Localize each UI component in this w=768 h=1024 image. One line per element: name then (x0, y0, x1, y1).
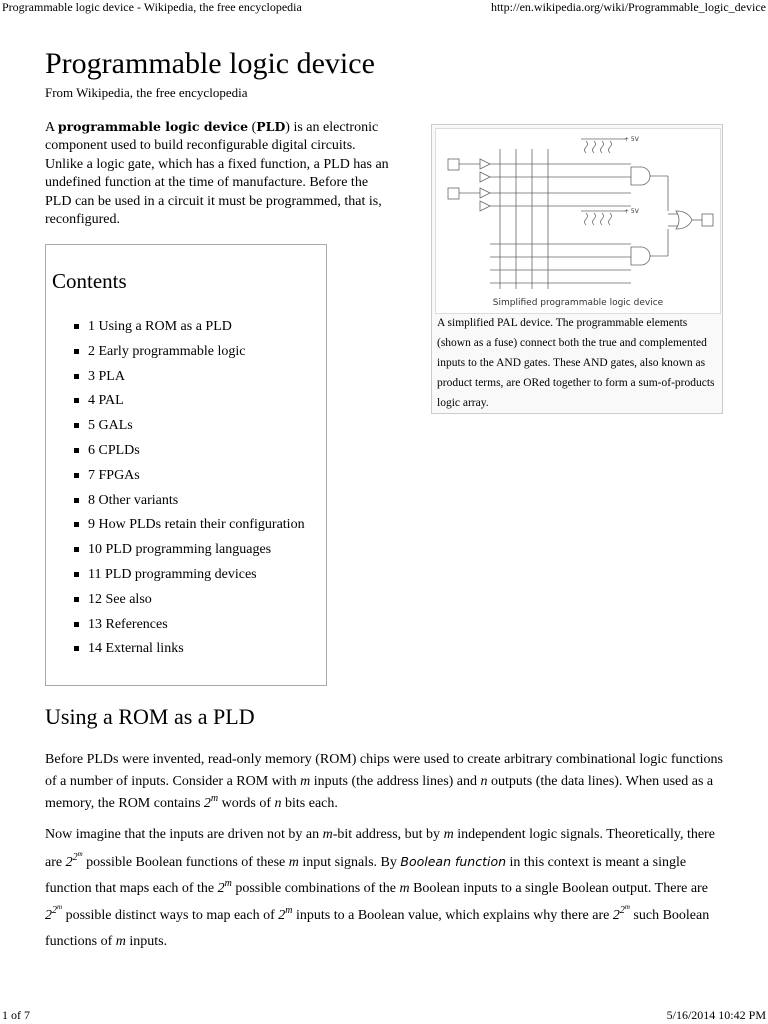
toc-item[interactable]: 10 PLD programming languages (74, 540, 305, 565)
print-footer (0, 1008, 768, 1024)
section1-paragraph-1: Before PLDs were invented, read-only memory (ROM) chips were used to create arbitrary combinational logic functions of a number of inputs. Consider a ROM with m inputs (the address lines) and n outputs (the data lines). When used as a memory, the ROM contains 2$^m$ words of n bits each. (45, 752, 724, 811)
pal-diagram-image[interactable] (435, 128, 721, 314)
toc-item[interactable]: 4 PAL (74, 391, 305, 416)
toc-list (74, 317, 305, 664)
page-counter: 1 of 7 (2, 1008, 30, 1022)
section1-paragraph-2: Now imagine that the inputs are driven not by an m-bit address, but by m independent logic signals. Theoretically, there are $2^{2^m}$ possible Boolean functions of these m input signals. By Boolean function in this context is meant a single function that maps each of the 2$^m$ possible combinations of the m Boolean inputs to a single Boolean output. There are $2^{2^m}$ possible distinct ways to map each of 2$^m$ inputs to a Boolean value, which explains why there are $2^{2^m}$ such Boolean functions of m inputs. (45, 827, 715, 950)
term-pld-full: programmable logic device (57, 119, 249, 134)
figure-caption: A simplified PAL device. The programmable elements (shown as a fuse) connect both the true and complemented inputs to the AND gates. These AND gates, also known as product terms, are ORed together to form a sum-of-products logic array. (437, 317, 715, 409)
toc-item[interactable]: 2 Early programmable logic (74, 342, 305, 367)
toc-item[interactable]: 7 FPGAs (74, 466, 305, 491)
figure-thumbnail (431, 124, 723, 414)
toc-item[interactable]: 5 GALs (74, 416, 305, 441)
diagram-title: Simplified programmable logic device (492, 298, 664, 308)
toc-item[interactable]: 3 PLA (74, 367, 305, 392)
toc-item[interactable]: 11 PLD programming devices (74, 565, 305, 590)
toc-item[interactable]: 6 CPLDs (74, 441, 305, 466)
boolean-function-term: Boolean function (400, 853, 507, 869)
page-url[interactable]: http://en.wikipedia.org/wiki/Programmable_logic_device (490, 0, 766, 14)
toc-item[interactable]: 1 Using a ROM as a PLD (74, 317, 305, 342)
print-header (0, 0, 768, 16)
toc-item[interactable]: 14 External links (74, 639, 305, 664)
toc-heading: Contents (52, 269, 127, 293)
intro-paragraph: A programmable logic device (PLD) is an electronic component used to build reconfigurable digital circuits. Unlike a logic gate, which has a fixed function, a PLD has an undefined function at the time of manufacture. Before the PLD can be used in a circuit it must be programmed, that is, reconfigured. (45, 119, 389, 228)
toc-item[interactable]: 9 How PLDs retain their configuration (74, 515, 305, 540)
page-subtitle: From Wikipedia, the free encyclopedia (45, 85, 248, 100)
voltage-label-mid: + 5V (624, 208, 639, 215)
pal-circuit-diagram (436, 129, 720, 313)
page-title: Programmable logic device (45, 47, 375, 80)
print-timestamp: 5/16/2014 10:42 PM (666, 1008, 766, 1022)
voltage-label-top: + 5V (624, 136, 639, 143)
term-pld-abbr: PLD (256, 119, 286, 134)
toc-item[interactable]: 8 Other variants (74, 491, 305, 516)
section-heading-rom-as-pld: Using a ROM as a PLD (45, 704, 255, 729)
table-of-contents (45, 244, 327, 686)
page-tab-title: Programmable logic device - Wikipedia, the free encyclopedia (2, 0, 302, 14)
toc-item[interactable]: 12 See also (74, 590, 305, 615)
toc-item[interactable]: 13 References (74, 615, 305, 640)
